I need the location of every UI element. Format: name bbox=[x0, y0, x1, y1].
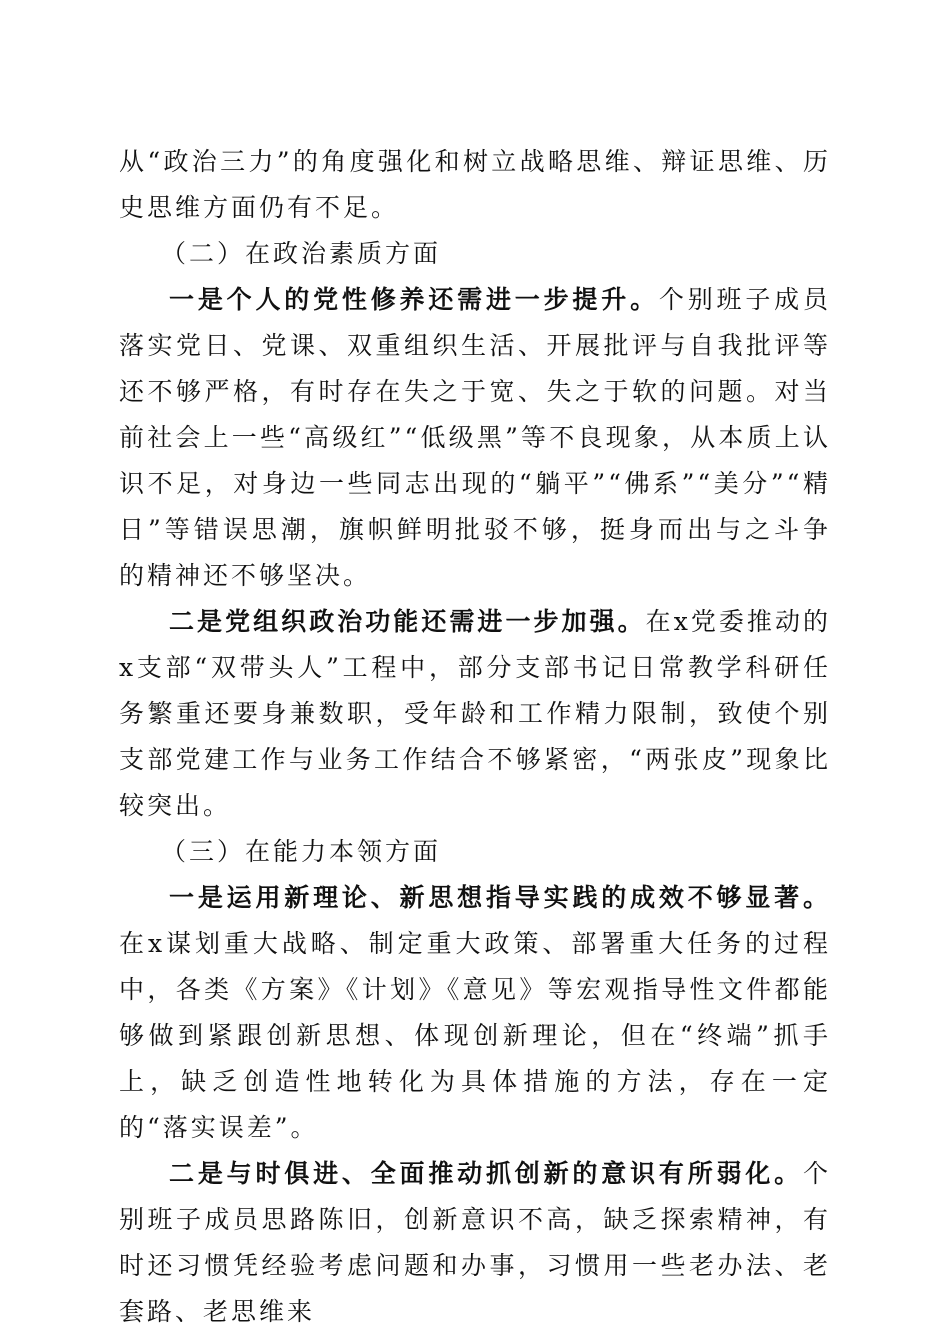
paragraph-lead: 二是党组织政治功能还需进一步加强。 bbox=[169, 607, 646, 636]
paragraph-body: 在x党委推动的x支部“双带头人”工程中，部分支部书记日常教学科研任务繁重还要身兼数职，受年龄和工作精力限制，致使个别支部党建工作与业务工作结合不够紧密，“两张皮”现象比较突出。 bbox=[119, 607, 831, 820]
paragraph-party-spirit bbox=[119, 277, 831, 599]
section-heading-political-quality: （二）在政治素质方面 bbox=[161, 239, 442, 268]
paragraph-body: 个别班子成员思路陈旧，创新意识不高，缺乏探索精神，有时还习惯凭经验考虑问题和办事，习惯用一些老办法、老套路、老思维来 bbox=[119, 1159, 831, 1326]
paragraph-innovation bbox=[119, 1151, 831, 1335]
paragraph-continued: 从“政治三力”的角度强化和树立战略思维、辩证思维、历史思维方面仍有不足。 bbox=[119, 147, 831, 222]
paragraph-lead: 二是与时俱进、全面推动抓创新的意识有所弱化。 bbox=[169, 1159, 803, 1188]
section-heading-capability: （三）在能力本领方面 bbox=[161, 837, 442, 866]
document-page bbox=[119, 139, 831, 1335]
paragraph-lead: 一是个人的党性修养还需进一步提升。 bbox=[169, 285, 659, 314]
paragraph-party-organization bbox=[119, 599, 831, 829]
paragraph-body: 个别班子成员落实党日、党课、双重组织生活、开展批评与自我批评等还不够严格，有时存在失之于宽、失之于软的问题。对当前社会上一些“高级红”“低级黑”等不良现象，从本质上认识不足，对身边一些同志出现的“躺平”“佛系”“美分”“精日”等错误思潮，旗帜鲜明批驳不够，挺身而出与之斗争的精神还不够坚决。 bbox=[119, 285, 831, 590]
paragraph-body: 在x谋划重大战略、制定重大政策、部署重大任务的过程中，各类《方案》《计划》《意见》等宏观指导性文件都能够做到紧跟创新思想、体现创新理论，但在“终端”抓手上，缺乏创造性地转化为具体措施的方法，存在一定的“落实误差”。 bbox=[119, 929, 831, 1142]
paragraph-lead: 一是运用新理论、新思想指导实践的成效不够显著。 bbox=[169, 883, 831, 912]
paragraph-new-theory bbox=[119, 875, 831, 1151]
